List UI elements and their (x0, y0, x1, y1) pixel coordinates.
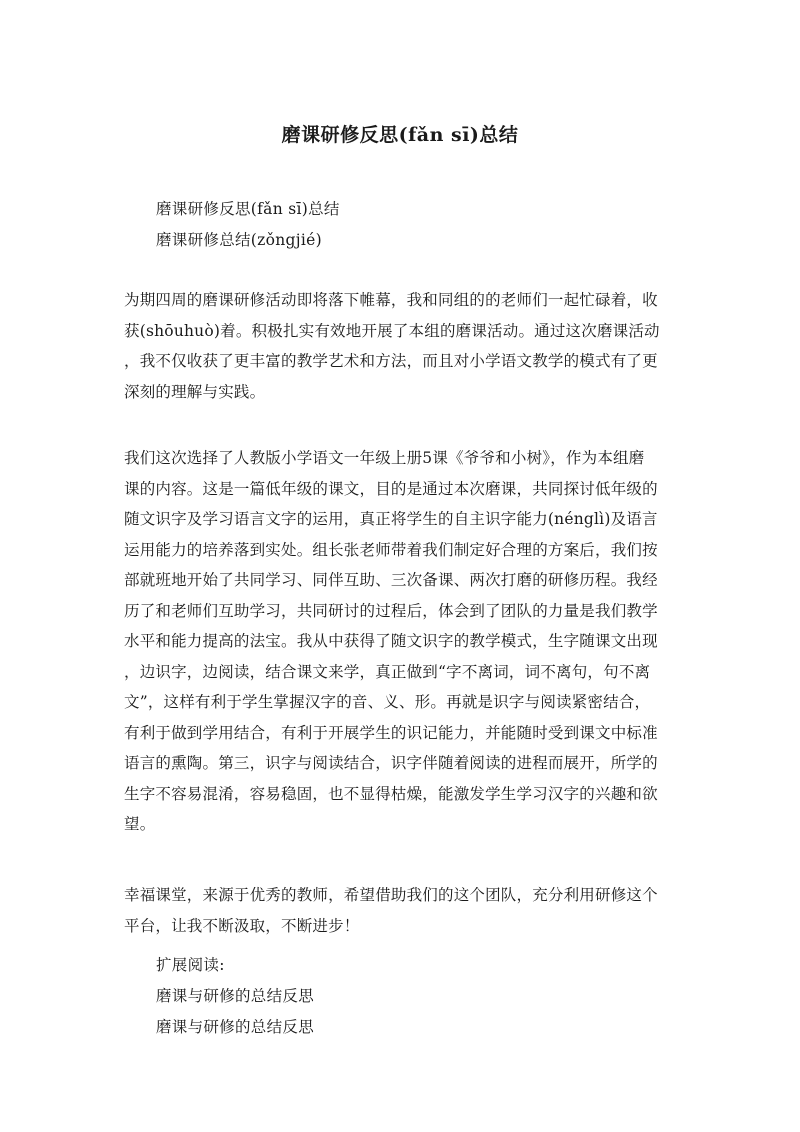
paragraph-line: 平台，让我不断汲取，不断进步！ (124, 916, 360, 935)
paragraph-line: 深刻的理解与实践。 (124, 382, 266, 401)
document-title: 磨课研修反思(fǎn sī)总结 (281, 124, 519, 146)
paragraph-line: 为期四周的磨课研修活动即将落下帷幕，我和同组的的老师们一起忙碌着，收 (124, 291, 658, 309)
paragraph-line: 部就班地开始了共同学习、同伴互助、三次备课、两次打磨的研修历程。我经 (124, 571, 658, 589)
paragraph-line: 幸福课堂，来源于优秀的教师，希望借助我们的这个团队，充分利用研修这个 (124, 886, 658, 904)
paragraph-line: 获(shōuhuò)着。积极扎实有效地开展了本组的磨课活动。通过这次磨课活动 (124, 321, 660, 340)
paragraph-line: 水平和能力提高的法宝。我从中获得了随文识字的教学模式，生字随课文出现 (124, 632, 658, 650)
paragraph-line: 随文识字及学习语言文字的运用，真正将学生的自主识字能力(nénglì)及语言 (124, 510, 658, 528)
paragraph-line: ，边识字，边阅读，结合课文来学，真正做到“字不离词，词不离句，句不离 (124, 662, 651, 681)
paragraph-line: 有利于做到学用结合，有利于开展学生的识记能力，并能随时受到课文中标准 (124, 723, 658, 742)
paragraph-2 (124, 443, 684, 840)
paragraph-line: 语言的熏陶。第三，识字与阅读结合，识字伴随着阅读的进程而展开，所学的 (124, 754, 658, 772)
paragraph-line: 文”，这样有利于学生掌握汉字的音、义、形。再就是识字与阅读紧密结合， (124, 693, 651, 711)
paragraph-line: 我们这次选择了人教版小学语文一年级上册5课《爷爷和小树》，作为本组磨 (124, 449, 645, 467)
extended-reading-label: 扩展阅读: (156, 956, 225, 974)
paragraph-line: 生字不容易混淆，容易稳固，也不显得枯燥，能激发学生学习汉字的兴趣和欲 (124, 784, 658, 803)
paragraph-line: 历了和老师们互助学习，共同研讨的过程后，体会到了团队的力量是我们教学 (124, 601, 658, 620)
subtitle-line: 磨课研修反思(fǎn sī)总结 (156, 200, 340, 218)
extended-reading-link[interactable]: 磨课与研修的总结反思 (156, 987, 315, 1005)
paragraph-3 (124, 880, 684, 941)
extended-reading-link[interactable]: 磨课与研修的总结反思 (156, 1018, 315, 1036)
paragraph-1 (124, 285, 684, 407)
paragraph-line: 运用能力的培养落到实处。组长张老师带着我们制定好合理的方案后，我们按 (124, 540, 658, 559)
subtitle-line: 磨课研修总结(zǒngjié) (156, 231, 322, 249)
paragraph-line: ，我不仅收获了更丰富的教学艺术和方法，而且对小学语文教学的模式有了更 (124, 352, 658, 370)
paragraph-line: 课的内容。这是一篇低年级的课文，目的是通过本次磨课，共同探讨低年级的 (124, 479, 658, 498)
paragraph-line: 望。 (124, 815, 156, 833)
